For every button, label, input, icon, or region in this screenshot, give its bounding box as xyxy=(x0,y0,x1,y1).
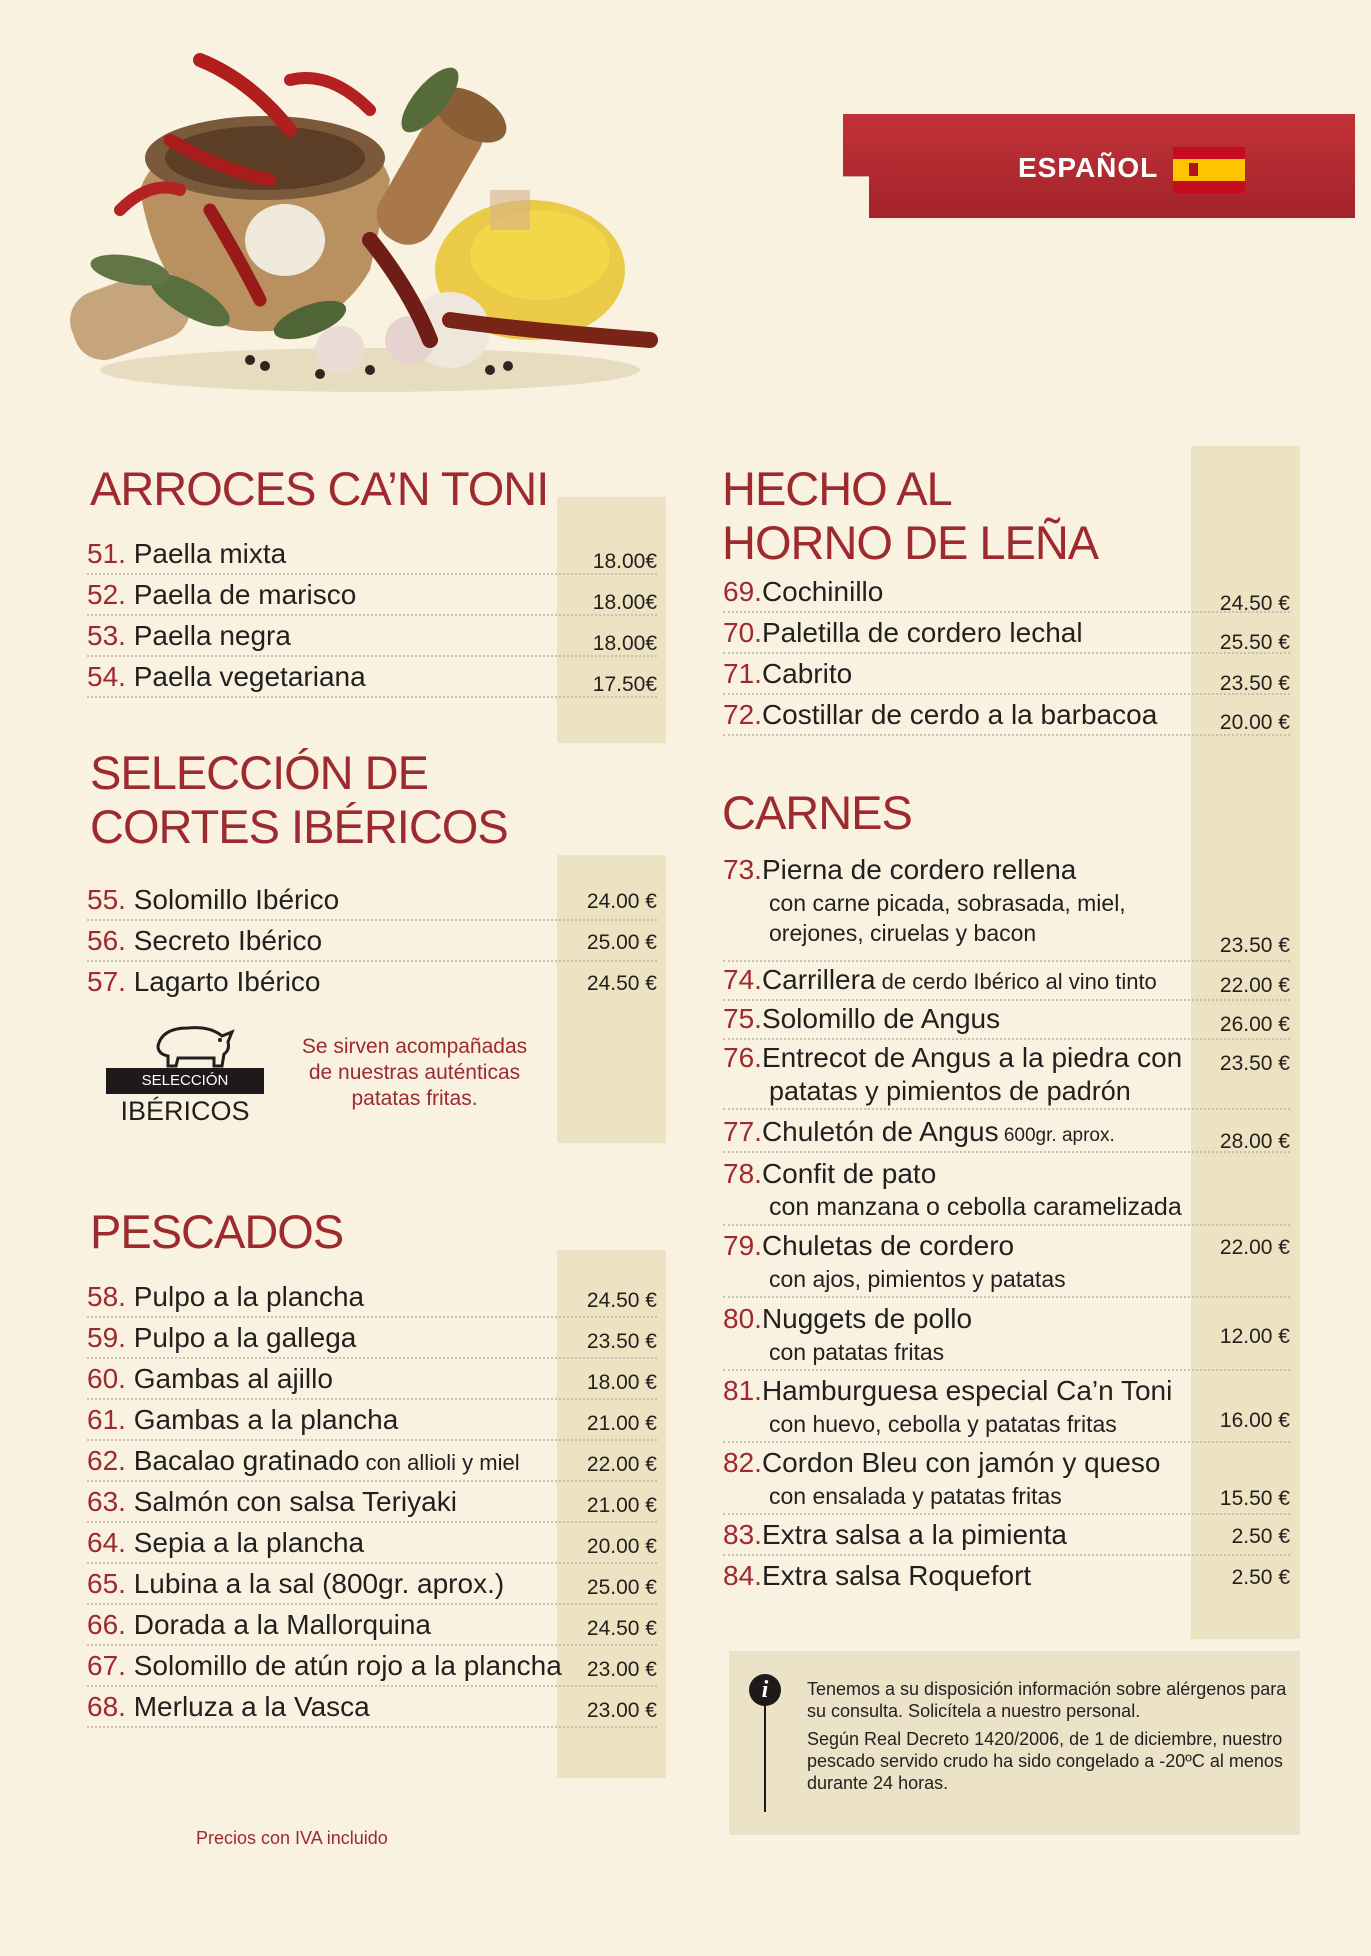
item-number: 67. xyxy=(87,1650,126,1681)
menu-item[interactable] xyxy=(723,697,1290,736)
menu-item[interactable] xyxy=(723,615,1290,654)
item-number: 54. xyxy=(87,661,126,692)
item-name: Sepia a la plancha xyxy=(133,1527,365,1558)
badge-bottom-label: IBÉRICOS xyxy=(120,1096,250,1126)
menu-item[interactable] xyxy=(87,923,657,962)
section-title-ibericos: SELECCIÓN DE CORTES IBÉRICOS xyxy=(90,746,508,853)
badge-top-label: SELECCIÓN xyxy=(106,1068,264,1094)
item-price: 23.00 € xyxy=(586,1658,657,1681)
item-description: con ensalada y patatas fritas xyxy=(769,1483,1062,1509)
item-number: 82. xyxy=(723,1447,762,1478)
item-name: Paella vegetariana xyxy=(133,661,366,692)
item-number: 55. xyxy=(87,884,126,915)
vat-note: Precios con IVA incluido xyxy=(196,1828,388,1848)
item-price: 20.00 € xyxy=(586,1535,657,1558)
item-price: 24.50 € xyxy=(586,1289,657,1312)
menu-item[interactable] xyxy=(87,1566,657,1605)
item-price: 24.50 € xyxy=(1219,592,1290,615)
spanish-flag-icon[interactable] xyxy=(1173,147,1245,193)
item-price: 25.00 € xyxy=(586,1576,657,1599)
item-description: con manzana o cebolla caramelizada xyxy=(769,1193,1182,1221)
item-price: 24.50 € xyxy=(586,1617,657,1640)
item-number: 70. xyxy=(723,617,762,648)
item-number: 75. xyxy=(723,1003,762,1034)
item-extra: de cerdo Ibérico al vino tinto xyxy=(875,969,1157,994)
item-price: 23.50 € xyxy=(586,1330,657,1353)
item-price: 21.00 € xyxy=(586,1494,657,1517)
item-number: 56. xyxy=(87,925,126,956)
item-price: 23.00 € xyxy=(586,1699,657,1722)
allergen-line-2: Según Real Decreto 1420/2006, de 1 de diciembre, nuestro pescado servido crudo ha sido congelado a -20ºC al menos durante 24 horas. xyxy=(807,1729,1283,1793)
menu-item[interactable] xyxy=(723,1040,1290,1110)
menu-item[interactable] xyxy=(87,618,657,657)
section-title-arroces: ARROCES CA’N TONI xyxy=(90,462,549,515)
menu-item[interactable] xyxy=(723,656,1290,695)
menu-item[interactable] xyxy=(723,1373,1290,1443)
menu-item[interactable] xyxy=(87,1361,657,1400)
item-number: 63. xyxy=(87,1486,126,1517)
item-price: 22.00 € xyxy=(586,1453,657,1476)
item-name: Cochinillo xyxy=(761,576,884,607)
menu-item[interactable] xyxy=(723,1558,1290,1595)
ibericos-badge xyxy=(100,1020,270,1130)
item-price: 17.50€ xyxy=(592,673,657,696)
menu-item[interactable] xyxy=(87,882,657,921)
section-title-carnes: CARNES xyxy=(722,786,912,839)
item-price: 23.50 € xyxy=(1219,934,1290,957)
item-number: 83. xyxy=(723,1519,762,1550)
menu-item[interactable] xyxy=(723,1156,1290,1226)
item-price: 15.50 € xyxy=(1219,1487,1290,1510)
item-number: 57. xyxy=(87,966,126,997)
item-price: 28.00 € xyxy=(1219,1130,1290,1153)
menu-item[interactable] xyxy=(87,659,657,698)
item-price: 18.00€ xyxy=(592,550,657,573)
item-extra: 600gr. aprox. xyxy=(998,1125,1115,1146)
item-price: 24.00 € xyxy=(586,890,657,913)
menu-item[interactable] xyxy=(723,574,1290,613)
info-icon: i xyxy=(749,1674,781,1706)
item-name: Pulpo a la gallega xyxy=(133,1322,357,1353)
allergen-line-1: Tenemos a su disposición información sobre alérgenos para su consulta. Solicítela a nuestro personal. xyxy=(807,1679,1287,1721)
item-number: 64. xyxy=(87,1527,126,1558)
menu-item[interactable] xyxy=(723,1301,1290,1371)
item-number: 58. xyxy=(87,1281,126,1312)
section-title-horno: HECHO AL HORNO DE LEÑA xyxy=(722,462,1099,569)
item-name: Chuletón de Angus xyxy=(761,1116,999,1147)
item-number: 84. xyxy=(723,1560,762,1591)
item-description: con ajos, pimientos y patatas xyxy=(769,1266,1066,1292)
item-number: 60. xyxy=(87,1363,126,1394)
item-name: Lubina a la sal (800gr. aprox.) xyxy=(133,1568,505,1599)
menu-item[interactable] xyxy=(87,1689,657,1728)
menu-item[interactable] xyxy=(87,964,657,1001)
item-number: 76. xyxy=(723,1042,762,1073)
item-price: 18.00€ xyxy=(592,632,657,655)
item-number: 53. xyxy=(87,620,126,651)
menu-item[interactable] xyxy=(723,852,1290,962)
item-name: Bacalao gratinado xyxy=(133,1445,360,1476)
item-name: Nuggets de pollo xyxy=(761,1303,973,1334)
spices-illustration xyxy=(70,40,670,410)
menu-item[interactable] xyxy=(87,1484,657,1523)
menu-item[interactable] xyxy=(87,1279,657,1318)
menu-item[interactable] xyxy=(87,1320,657,1359)
item-name: Costillar de cerdo a la barbacoa xyxy=(761,699,1158,730)
item-number: 52. xyxy=(87,579,126,610)
item-name: Hamburguesa especial Ca’n Toni xyxy=(761,1375,1173,1406)
menu-item[interactable] xyxy=(723,962,1290,1001)
item-name: Paella de marisco xyxy=(133,579,357,610)
item-number: 80. xyxy=(723,1303,762,1334)
menu-item[interactable] xyxy=(723,1228,1290,1298)
item-name: Entrecot de Angus a la piedra con xyxy=(761,1042,1183,1073)
item-price: 23.50 € xyxy=(1219,672,1290,695)
item-number: 74. xyxy=(723,964,762,995)
item-number: 61. xyxy=(87,1404,126,1435)
item-number: 65. xyxy=(87,1568,126,1599)
menu-item[interactable] xyxy=(87,1402,657,1441)
item-price: 26.00 € xyxy=(1219,1013,1290,1036)
item-name: Pulpo a la plancha xyxy=(133,1281,365,1312)
item-number: 79. xyxy=(723,1230,762,1261)
item-number: 59. xyxy=(87,1322,126,1353)
item-number: 68. xyxy=(87,1691,126,1722)
pig-icon xyxy=(148,1020,238,1070)
ibericos-note: Se sirven acompañadas de nuestras auténticas patatas fritas. xyxy=(301,1035,528,1110)
language-label[interactable]: ESPAÑOL xyxy=(1018,152,1159,183)
item-name: Gambas a la plancha xyxy=(133,1404,399,1435)
item-description: con patatas fritas xyxy=(769,1339,945,1365)
item-number: 73. xyxy=(723,854,762,885)
item-name: Solomillo Ibérico xyxy=(133,884,340,915)
item-price: 18.00€ xyxy=(592,591,657,614)
item-name: Secreto Ibérico xyxy=(133,925,323,956)
item-name: Extra salsa Roquefort xyxy=(761,1560,1032,1591)
item-number: 51. xyxy=(87,538,126,569)
menu-item[interactable] xyxy=(87,536,657,575)
item-name: Confit de pato xyxy=(761,1158,937,1189)
item-price: 25.00 € xyxy=(586,931,657,954)
item-name: Cordon Bleu con jamón y queso xyxy=(761,1447,1161,1478)
menu-item[interactable] xyxy=(723,1001,1290,1040)
item-price: 22.00 € xyxy=(1219,1236,1290,1259)
item-price: 22.00 € xyxy=(1219,974,1290,997)
item-price: 24.50 € xyxy=(586,972,657,995)
item-name: Pierna de cordero rellena xyxy=(761,854,1077,885)
item-name: Paella negra xyxy=(133,620,291,651)
item-name: Gambas al ajillo xyxy=(133,1363,333,1394)
item-name: Extra salsa a la pimienta xyxy=(761,1519,1067,1550)
item-name: Paletilla de cordero lechal xyxy=(761,617,1083,648)
item-number: 81. xyxy=(723,1375,762,1406)
item-description: con carne picada, sobrasada, miel, orejones, ciruelas y bacon xyxy=(769,890,1126,946)
menu-item[interactable] xyxy=(723,1445,1290,1515)
menu-item[interactable] xyxy=(723,1517,1290,1556)
menu-item[interactable] xyxy=(723,1114,1290,1153)
item-description: patatas y pimientos de padrón xyxy=(769,1076,1131,1106)
menu-item[interactable] xyxy=(87,1648,657,1687)
item-name: Solomillo de Angus xyxy=(761,1003,1001,1034)
item-name: Merluza a la Vasca xyxy=(133,1691,370,1722)
item-price: 21.00 € xyxy=(586,1412,657,1435)
section-title-pescados: PESCADOS xyxy=(90,1205,344,1258)
item-name: Paella mixta xyxy=(133,538,287,569)
item-number: 66. xyxy=(87,1609,126,1640)
item-name: Carrillera xyxy=(761,964,876,995)
item-number: 62. xyxy=(87,1445,126,1476)
item-price: 18.00 € xyxy=(586,1371,657,1394)
item-number: 78. xyxy=(723,1158,762,1189)
item-name: Cabrito xyxy=(761,658,853,689)
allergen-info-text xyxy=(807,1678,1293,1794)
item-price: 12.00 € xyxy=(1219,1325,1290,1348)
menu-item[interactable] xyxy=(87,1443,657,1482)
item-number: 69. xyxy=(723,576,762,607)
item-number: 71. xyxy=(723,658,762,689)
item-number: 77. xyxy=(723,1116,762,1147)
info-divider xyxy=(764,1706,766,1812)
item-price: 25.50 € xyxy=(1219,631,1290,654)
item-price: 20.00 € xyxy=(1219,711,1290,734)
item-description: con huevo, cebolla y patatas fritas xyxy=(769,1411,1117,1437)
menu-item[interactable] xyxy=(87,1607,657,1646)
item-price: 16.00 € xyxy=(1219,1409,1290,1432)
item-price: 23.50 € xyxy=(1219,1052,1290,1075)
item-price: 2.50 € xyxy=(1231,1566,1290,1589)
menu-item[interactable] xyxy=(87,577,657,616)
item-name: Solomillo de atún rojo a la plancha xyxy=(133,1650,562,1681)
item-name: Dorada a la Mallorquina xyxy=(133,1609,431,1640)
item-name: Lagarto Ibérico xyxy=(133,966,321,997)
item-price: 2.50 € xyxy=(1231,1525,1290,1548)
item-number: 72. xyxy=(723,699,762,730)
menu-item[interactable] xyxy=(87,1525,657,1564)
item-name: Chuletas de cordero xyxy=(761,1230,1015,1261)
item-extra: con allioli y miel xyxy=(359,1450,520,1475)
item-name: Salmón con salsa Teriyaki xyxy=(133,1486,457,1517)
